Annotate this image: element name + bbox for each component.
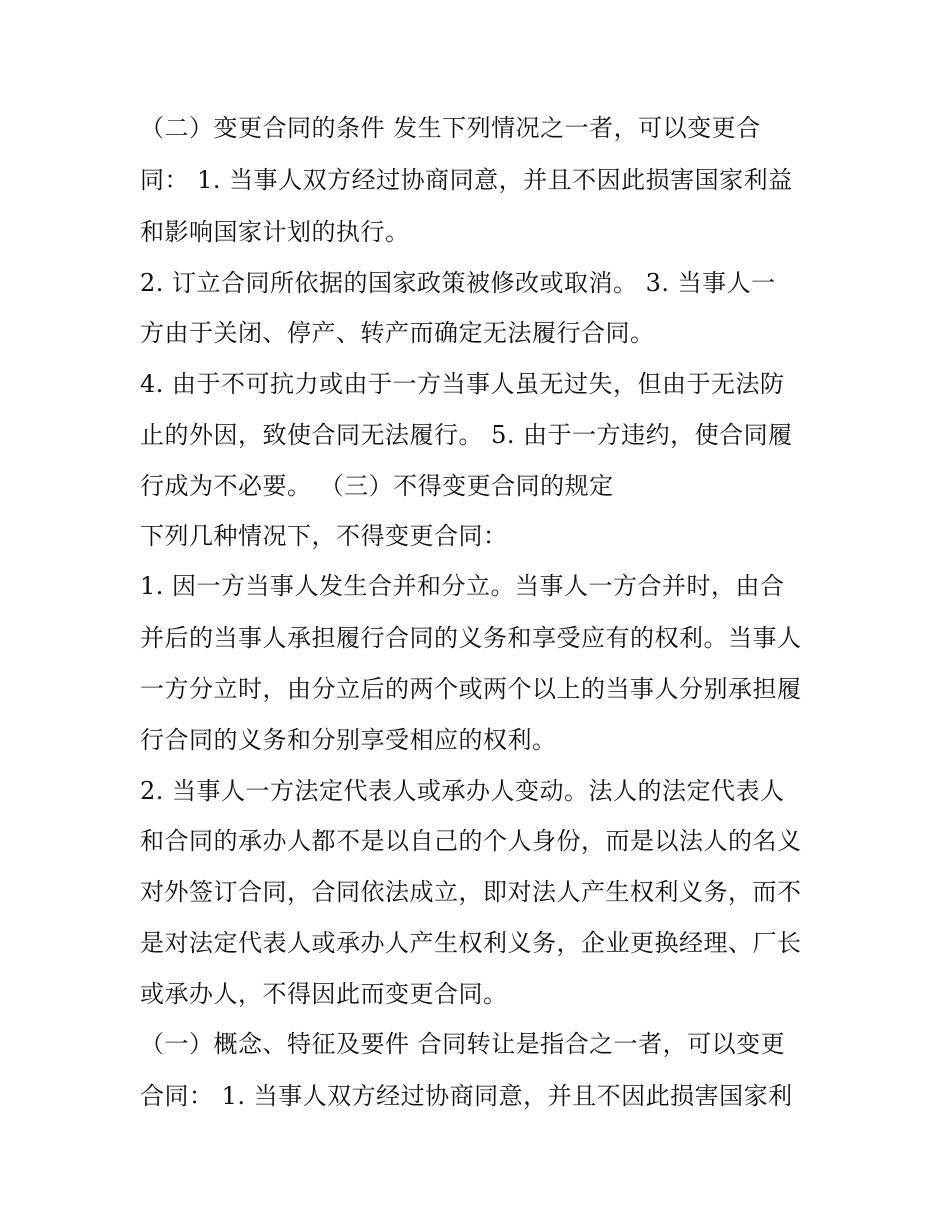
text-line-4: 2. 订立合同所依据的国家政策被修改或取消。 3. 当事人一 [140,269,776,297]
text-line-6: 4. 由于不可抗力或由于一方当事人虽无过失，但由于无法防 [140,370,785,398]
text-line-20: 合同： 1. 当事人双方经过协商同意，并且不因此损害国家利 [140,1082,793,1110]
text-line-16: 对外签订合同，合同依法成立，即对法人产生权利义务，而不 [140,878,802,906]
text-line-3: 和影响国家计划的执行。 [140,218,410,246]
text-line-5: 方由于关闭、停产、转产而确定无法履行合同。 [140,319,655,347]
text-line-15: 和合同的承办人都不是以自己的个人身份，而是以法人的名义 [140,827,802,855]
text-line-19: （一）概念、特征及要件 合同转让是指合之一者，可以变更 [140,1030,786,1058]
text-line-8: 行成为不必要。 （三）不得变更合同的规定 [140,472,614,500]
text-line-14: 2. 当事人一方法定代表人或承办人变动。法人的法定代表人 [140,777,785,805]
text-line-11: 并后的当事人承担履行合同的义务和享受应有的权利。当事人 [140,624,802,652]
text-line-10: 1. 因一方当事人发生合并和分立。当事人一方合并时，由合 [140,572,785,600]
text-line-7: 止的外因，致使合同无法履行。 5. 由于一方违约，使合同履 [140,421,793,449]
text-line-2: 同： 1. 当事人双方经过协商同意，并且不因此损害国家利益 [140,166,793,194]
text-line-17: 是对法定代表人或承办人产生权利义务，企业更换经理、厂长 [140,929,802,957]
text-line-18: 或承办人，不得因此而变更合同。 [140,980,508,1008]
text-line-13: 行合同的义务和分别享受相应的权利。 [140,726,557,754]
text-line-12: 一方分立时，由分立后的两个或两个以上的当事人分别承担履 [140,675,802,703]
text-line-9: 下列几种情况下，不得变更合同： [140,522,508,550]
text-line-1: （二）变更合同的条件 发生下列情况之一者，可以变更合 [140,114,761,142]
